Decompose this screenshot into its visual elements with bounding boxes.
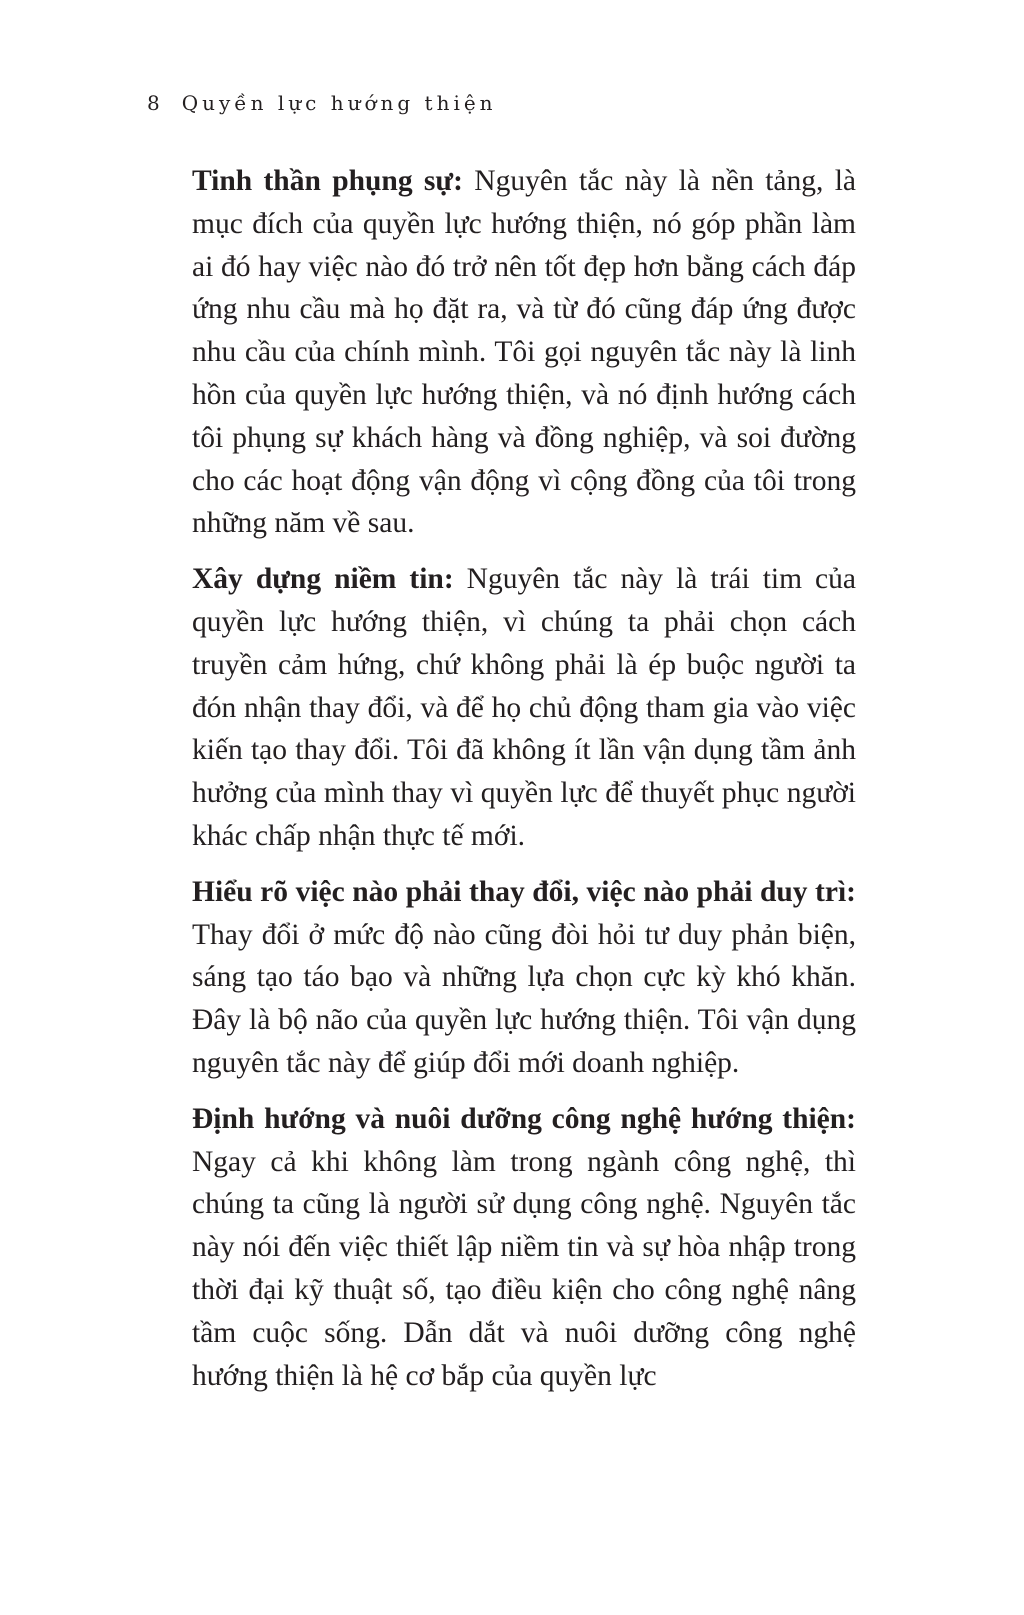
- paragraph-body: Nguyên tắc này là trái tim của quyền lực hướng thiện, vì chúng ta phải chọn cách truyền cảm hứng, chứ không phải là ép buộc người ta đón nhận thay đổi, và để họ chủ động tham gia vào việc kiến tạo thay đổi. Tôi đã không ít lần vận dụng tầm ảnh hưởng của mình thay vì quyền lực để thuyết phục người khác chấp nhận thực tế mới.: [192, 563, 856, 852]
- paragraph-change: [192, 871, 856, 1085]
- body-text: [192, 160, 856, 1410]
- running-head: [147, 88, 497, 118]
- paragraph-technology: [192, 1098, 856, 1398]
- paragraph-term: Hiểu rõ việc nào phải thay đổi, việc nào phải duy trì:: [192, 875, 856, 908]
- paragraph-term: Xây dựng niềm tin:: [192, 563, 454, 596]
- paragraph-term: Định hướng và nuôi dưỡng công nghệ hướng thiện:: [192, 1102, 856, 1135]
- paragraph-body: Nguyên tắc này là nền tảng, là mục đích của quyền lực hướng thiện, nó góp phần làm ai đó hay việc nào đó trở nên tốt đẹp hơn bằng cách đáp ứng nhu cầu mà họ đặt ra, và từ đó cũng đáp ứng được nhu cầu của chính mình. Tôi gọi nguyên tắc này là linh hồn của quyền lực hướng thiện, và nó định hướng cách tôi phụng sự khách hàng và đồng nghiệp, và soi đường cho các hoạt động vận động vì cộng đồng của tôi trong những năm về sau.: [192, 165, 857, 540]
- paragraph-term: Tinh thần phụng sự:: [192, 165, 463, 197]
- page-number: 8: [147, 91, 160, 115]
- paragraph-body: Thay đổi ở mức độ nào cũng đòi hỏi tư duy phản biện, sáng tạo táo bạo và những lựa chọn cực kỳ khó khăn. Đây là bộ não của quyền lực hướng thiện. Tôi vận dụng nguyên tắc này để giúp đổi mới doanh nghiệp.: [192, 918, 856, 1079]
- paragraph-service: [192, 160, 856, 545]
- paragraph-body: Ngay cả khi không làm trong ngành công nghệ, thì chúng ta cũng là người sử dụng công nghệ. Nguyên tắc này nói đến việc thiết lập niềm tin và sự hòa nhập trong thời đại kỹ thuật số, tạo điều kiện cho công nghệ nâng tầm cuộc sống. Dẫn dắt và nuôi dưỡng công nghệ hướng thiện là hệ cơ bắp của quyền lực: [192, 1145, 856, 1392]
- book-title: Quyền lực hướng thiện: [181, 91, 497, 115]
- paragraph-trust: [192, 558, 856, 858]
